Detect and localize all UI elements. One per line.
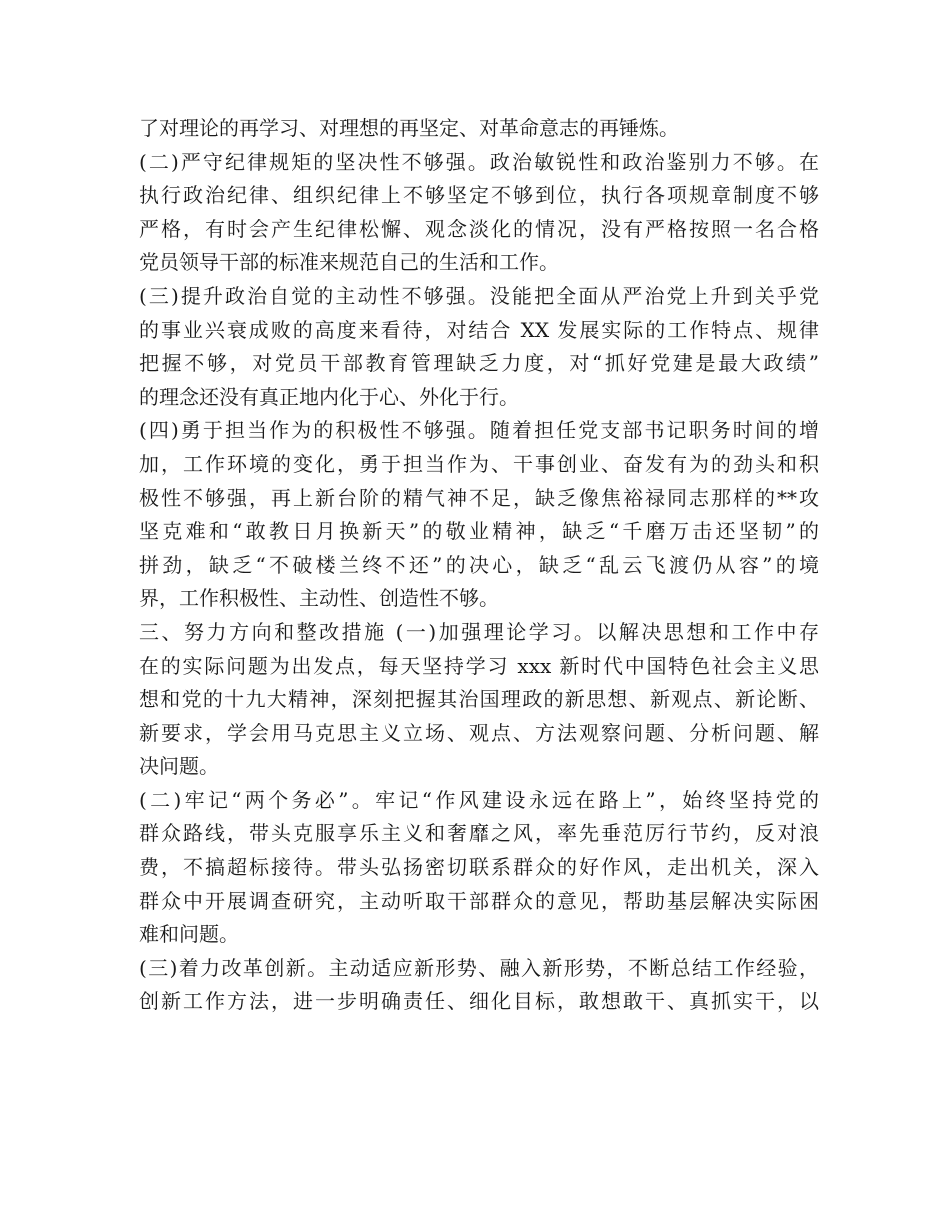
text-line: (三)着力改革创新。主动适应新形势、融入新形势，不断总结工作经验， [139,955,819,980]
text-line: (四)勇于担当作为的积极性不够强。随着担任党支部书记职务时间的增 [139,418,819,443]
text-line: 想和党的十九大精神，深刻把握其治国理政的新思想、新观点、新论断、 [139,687,819,712]
text-line: 三、努力方向和整改措施 (一)加强理论学习。以解决思想和工作中存 [139,619,819,644]
text-line: 难和问题。 [139,922,239,947]
text-line: 严格，有时会产生纪律松懈、观念淡化的情况，没有严格按照一名合格 [139,216,819,241]
text-line: 加，工作环境的变化，勇于担当作为、干事创业、奋发有为的劲头和积 [139,451,819,476]
text-line: 执行政治纪律、组织纪律上不够坚定不够到位，执行各项规章制度不够 [139,183,819,208]
text-line: 极性不够强，再上新台阶的精气神不足，缺乏像焦裕禄同志那样的**攻 [139,485,819,510]
text-line: 界，工作积极性、主动性、创造性不够。 [139,586,499,611]
text-line: (二)严守纪律规矩的坚决性不够强。政治敏锐性和政治鉴别力不够。在 [139,149,819,174]
text-line: 群众路线，带头克服享乐主义和奢靡之风，率先垂范厉行节约，反对浪 [139,821,819,846]
text-line: 坚克难和“敢教日月换新天”的敬业精神，缺乏“千磨万击还坚韧”的 [139,519,819,544]
text-line: 创新工作方法，进一步明确责任、细化目标，敢想敢干、真抓实干，以 [139,989,819,1014]
text-line: 费，不搞超标接待。带头弘扬密切联系群众的好作风，走出机关，深入 [139,855,819,880]
text-line: 在的实际问题为出发点，每天坚持学习 xxx 新时代中国特色社会主义思 [139,653,819,678]
text-line: 拼劲，缺乏“不破楼兰终不还”的决心，缺乏“乱云飞渡仍从容”的境 [139,552,819,577]
text-line: 群众中开展调查研究，主动听取干部群众的意见，帮助基层解决实际困 [139,888,819,913]
document-body [139,112,819,1019]
text-line: 党员领导干部的标准来规范自己的生活和工作。 [139,250,559,275]
text-line: 的理念还没有真正地内化于心、外化于行。 [139,384,519,409]
text-line: 决问题。 [139,754,219,779]
text-line: 新要求，学会用马克思主义立场、观点、方法观察问题、分析问题、解 [139,720,819,745]
text-line: 的事业兴衰成败的高度来看待，对结合 XX 发展实际的工作特点、规律 [139,317,819,342]
text-line: 把握不够，对党员干部教育管理缺乏力度，对“抓好党建是最大政绩” [139,351,819,376]
text-line: (二)牢记“两个务必”。牢记“作风建设永远在路上”，始终坚持党的 [139,787,819,812]
text-line: 了对理论的再学习、对理想的再坚定、对革命意志的再锤炼。 [139,116,679,140]
text-line: (三)提升政治自觉的主动性不够强。没能把全面从严治党上升到关乎党 [139,283,819,308]
